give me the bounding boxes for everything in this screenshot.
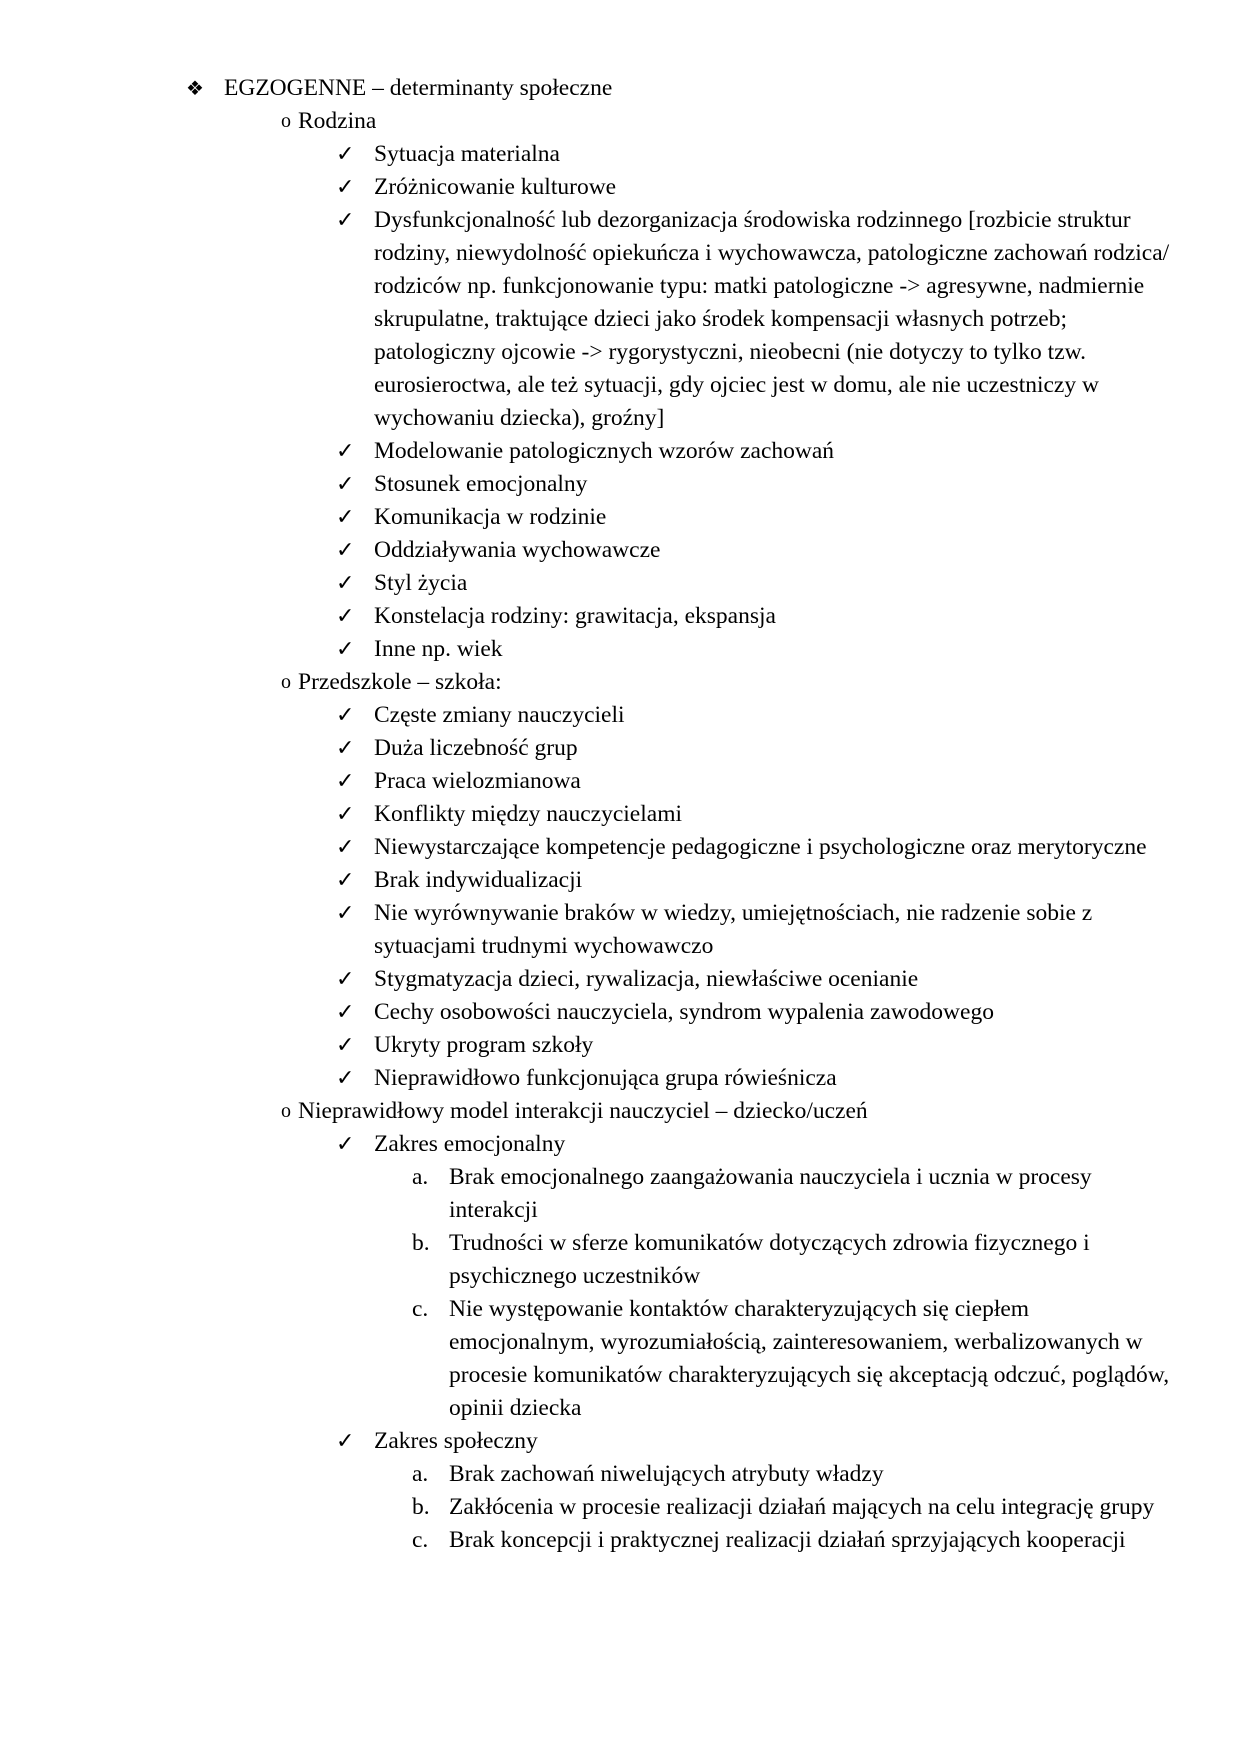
list-item-text: Stygmatyzacja dzieci, rywalizacja, niewłaściwe ocenianie (374, 966, 919, 992)
subsection-title: Rodzina (298, 108, 377, 134)
check-icon: ✓ (336, 604, 355, 629)
list-item-text: Nieprawidłowo funkcjonująca grupa rówieśnicza (374, 1065, 837, 1091)
check-icon: ✓ (336, 1033, 355, 1058)
check-icon: ✓ (336, 802, 355, 827)
list-item (0, 534, 1240, 567)
list-item-text: Brak indywidualizacji (374, 867, 583, 893)
subsection-heading-przedszkole (0, 666, 1240, 699)
lettered-item-text: Trudności w sferze komunikatów dotyczących zdrowia fizycznego i psychicznego uczestników (449, 1230, 1090, 1289)
list-item (0, 567, 1240, 600)
przedszkole-list (0, 699, 1240, 1095)
check-icon: ✓ (336, 736, 355, 761)
item-letter: b. (412, 1230, 430, 1256)
list-item (0, 1029, 1240, 1062)
check-icon: ✓ (336, 967, 355, 992)
group-title: Zakres emocjonalny (374, 1131, 566, 1157)
lettered-item (0, 1227, 1240, 1293)
list-item-text: Konflikty między nauczycielami (374, 801, 683, 827)
list-item-text: Sytuacja materialna (374, 141, 560, 167)
list-item-text: Zróżnicowanie kulturowe (374, 174, 617, 200)
group-heading (0, 1425, 1240, 1458)
list-item (0, 996, 1240, 1029)
check-icon: ✓ (336, 637, 355, 662)
group-heading (0, 1128, 1240, 1161)
check-icon: ✓ (336, 142, 355, 167)
section-title: EGZOGENNE – determinanty społeczne (224, 75, 613, 101)
list-item-text: Komunikacja w rodzinie (374, 504, 607, 530)
list-item-text: Konstelacja rodziny: grawitacja, ekspansja (374, 603, 776, 629)
list-item (0, 798, 1240, 831)
lettered-item-text: Zakłócenia w procesie realizacji działań mających na celu integrację grupy (449, 1494, 1155, 1520)
check-icon: ✓ (336, 703, 355, 728)
check-icon: ✓ (336, 505, 355, 530)
circle-bullet-icon: o (281, 671, 291, 693)
rodzina-list (0, 138, 1240, 666)
lettered-item-text: Nie występowanie kontaktów charakteryzujących się ciepłem emocjonalnym, wyrozumiałością, zainteresowaniem, werbalizowanych w procesie komunikatów charakteryzujących się akceptacją odczuć, poglądów, opinii dziecka (449, 1296, 1170, 1421)
list-item (0, 138, 1240, 171)
item-letter: a. (412, 1461, 429, 1487)
lettered-item (0, 1293, 1240, 1425)
check-icon: ✓ (336, 538, 355, 563)
check-icon: ✓ (336, 868, 355, 893)
item-letter: a. (412, 1164, 429, 1190)
lettered-item (0, 1491, 1240, 1524)
list-item (0, 831, 1240, 864)
list-item (0, 501, 1240, 534)
check-icon: ✓ (336, 1066, 355, 1091)
list-item (0, 897, 1240, 963)
item-letter: c. (412, 1527, 429, 1553)
group-title: Zakres społeczny (374, 1428, 538, 1454)
lettered-item-text: Brak emocjonalnego zaangażowania nauczyciela i ucznia w procesy interakcji (449, 1164, 1092, 1223)
diamond-bullet-icon: ❖ (186, 76, 204, 100)
item-letter: b. (412, 1494, 430, 1520)
list-item-text: Inne np. wiek (374, 636, 503, 662)
check-icon: ✓ (336, 175, 355, 200)
list-item (0, 435, 1240, 468)
list-item-text: Niewystarczające kompetencje pedagogiczne i psychologiczne oraz merytoryczne (374, 834, 1147, 860)
check-icon: ✓ (336, 1132, 355, 1157)
circle-bullet-icon: o (281, 1100, 291, 1122)
list-item-text: Dysfunkcjonalność lub dezorganizacja środowiska rodzinnego [rozbicie struktur rodziny, niewydolność opiekuńcza i wychowawcza, patologiczne zachowań rodzica/ rodziców np. funkcjonowanie typu: matki patologiczne -> agresywne, nadmiernie skrupulatne, traktujące dzieci jako środek kompensacji własnych potrzeb; patologiczny ojcowie -> rygorystyczni, nieobecni (nie dotyczy to tylko tzw. eurosieroctwa, ale też sytuacji, gdy ojciec jest w domu, ale nie uczestniczy w wychowaniu dziecka), groźny] (374, 207, 1170, 431)
subsection-title: Przedszkole – szkoła: (298, 669, 502, 695)
lettered-item (0, 1524, 1240, 1557)
check-icon: ✓ (336, 901, 355, 926)
group-emocjonalny (0, 1128, 1240, 1425)
list-item-text: Praca wielozmianowa (374, 768, 581, 794)
list-item-text: Duża liczebność grup (374, 735, 578, 761)
check-icon: ✓ (336, 1000, 355, 1025)
list-item (0, 468, 1240, 501)
list-item-text: Stosunek emocjonalny (374, 471, 588, 497)
list-item (0, 765, 1240, 798)
list-item-text: Cechy osobowości nauczyciela, syndrom wypalenia zawodowego (374, 999, 994, 1025)
section-heading (0, 72, 1240, 105)
check-icon: ✓ (336, 472, 355, 497)
list-item (0, 699, 1240, 732)
list-item-text: Nie wyrównywanie braków w wiedzy, umiejętnościach, nie radzenie sobie z sytuacjami trudnymi wychowawczo (374, 900, 1093, 959)
list-item-text: Częste zmiany nauczycieli (374, 702, 625, 728)
lettered-item-text: Brak zachowań niwelujących atrybuty władzy (449, 1461, 884, 1487)
circle-bullet-icon: o (281, 110, 291, 132)
list-item (0, 732, 1240, 765)
item-letter: c. (412, 1296, 429, 1322)
list-item (0, 864, 1240, 897)
subsection-heading-rodzina (0, 105, 1240, 138)
list-item-text: Ukryty program szkoły (374, 1032, 594, 1058)
check-icon: ✓ (336, 835, 355, 860)
list-item-text: Styl życia (374, 570, 468, 596)
check-icon: ✓ (336, 208, 355, 233)
list-item-text: Oddziaływania wychowawcze (374, 537, 661, 563)
check-icon: ✓ (336, 571, 355, 596)
list-item (0, 963, 1240, 996)
list-item (0, 171, 1240, 204)
check-icon: ✓ (336, 1429, 355, 1454)
lettered-item-text: Brak koncepcji i praktycznej realizacji działań sprzyjających kooperacji (449, 1527, 1126, 1553)
subsection-heading-model (0, 1095, 1240, 1128)
list-item (0, 204, 1240, 435)
list-item (0, 1062, 1240, 1095)
check-icon: ✓ (336, 439, 355, 464)
group-spoleczny (0, 1425, 1240, 1557)
lettered-item (0, 1161, 1240, 1227)
subsection-title: Nieprawidłowy model interakcji nauczyciel – dziecko/uczeń (298, 1098, 868, 1124)
check-icon: ✓ (336, 769, 355, 794)
list-item (0, 600, 1240, 633)
list-item (0, 633, 1240, 666)
list-item-text: Modelowanie patologicznych wzorów zachowań (374, 438, 835, 464)
lettered-item (0, 1458, 1240, 1491)
